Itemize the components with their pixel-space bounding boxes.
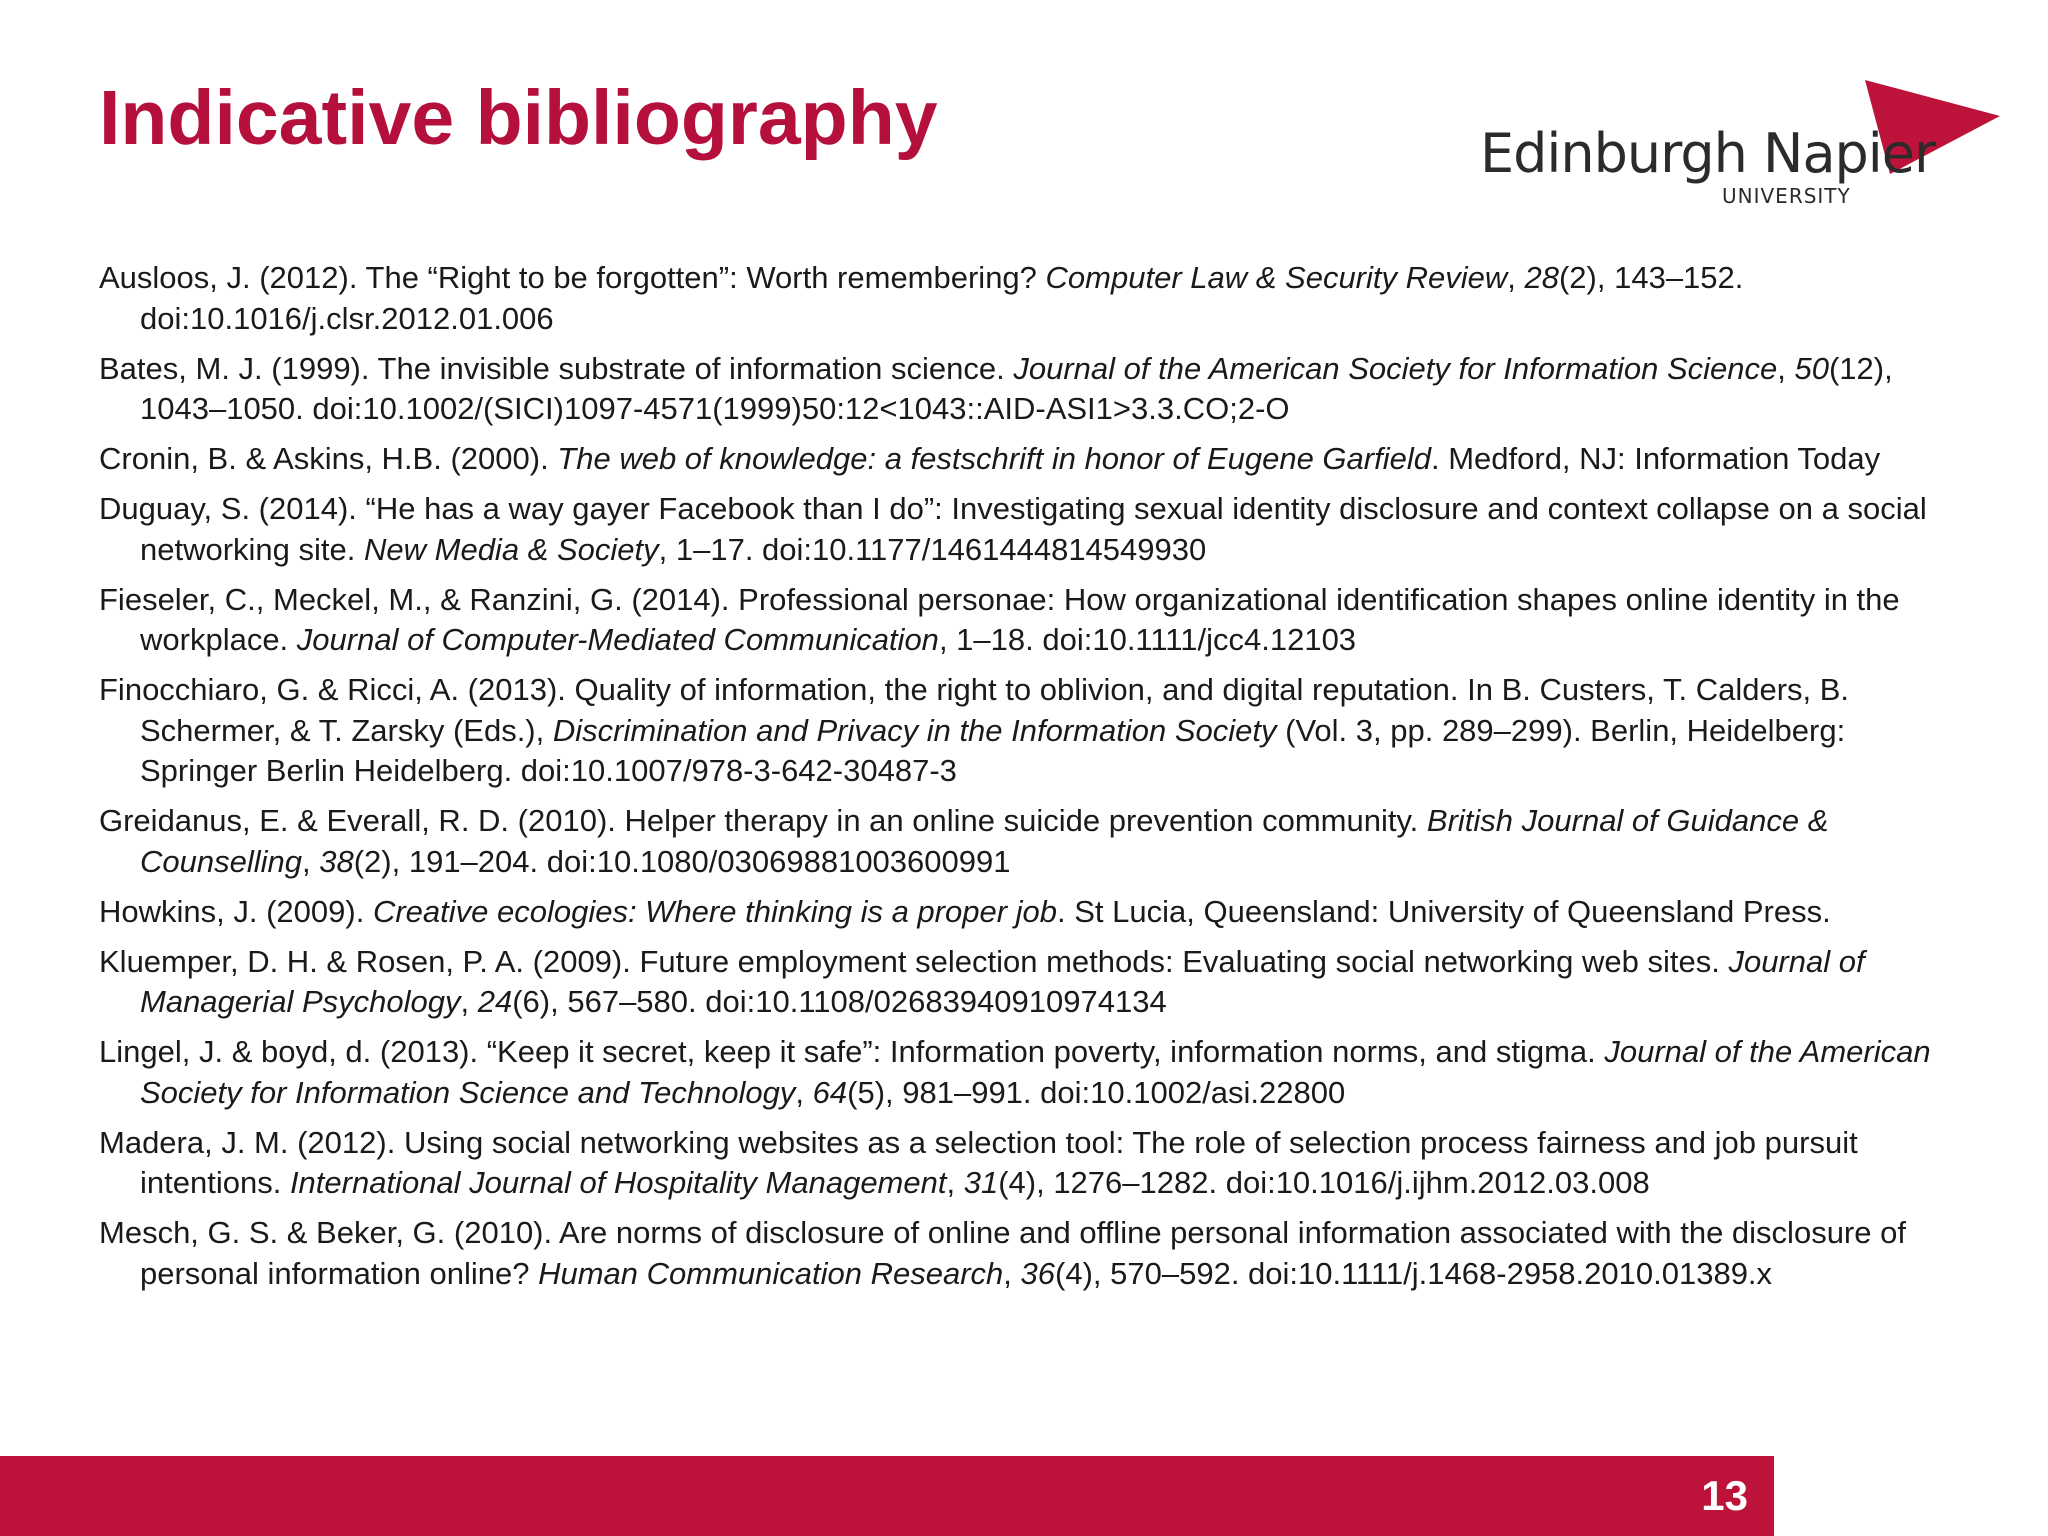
bibliography-entry <box>99 670 1959 792</box>
entry-text: , <box>460 984 478 1019</box>
edinburgh-napier-logo <box>1480 74 2000 214</box>
entry-italic-text: Creative ecologies: Where thinking is a proper job <box>372 893 1058 929</box>
entry-text: (4), 1276–1282. doi:10.1016/j.ijhm.2012.03.008 <box>998 1165 1650 1200</box>
logo-wordmark: Edinburgh Napier <box>1480 122 1936 185</box>
bibliography-entry <box>99 1123 1959 1204</box>
bibliography-entry <box>99 489 1959 570</box>
entry-text: , <box>1507 260 1525 295</box>
entry-text: Lingel, J. & boyd, d. (2013). “Keep it secret, keep it safe”: Information poverty, information norms, and stigma. <box>99 1034 1605 1069</box>
entry-italic-text: British Journal of Guidance & Counselling <box>140 803 1829 879</box>
logo-subtitle: UNIVERSITY <box>1722 184 1851 208</box>
footer-bar <box>0 1456 1774 1536</box>
entry-italic-text: 24 <box>477 984 513 1019</box>
entry-text: Greidanus, E. & Everall, R. D. (2010). Helper therapy in an online suicide prevention community. <box>99 803 1427 838</box>
bibliography-entry <box>99 1032 1959 1113</box>
bibliography-entry <box>99 942 1959 1023</box>
entry-italic-text: 36 <box>1020 1255 1056 1291</box>
entry-italic-text: International Journal of Hospitality Management <box>289 1165 947 1200</box>
entry-text: Finocchiaro, G. & Ricci, A. (2013). Quality of information, the right to oblivion, and digital reputation. In B. Custers, T. Calders, B. Schermer, & T. Zarsky (Eds.), <box>99 672 1850 748</box>
entry-italic-text: 64 <box>812 1074 848 1110</box>
entry-text: (5), 981–991. doi:10.1002/asi.22800 <box>847 1074 1346 1110</box>
bibliography-list <box>99 258 1959 1304</box>
bibliography-entry <box>99 258 1959 339</box>
slide-title: Indicative bibliography <box>99 75 938 161</box>
entry-text: , 1–17. doi:10.1177/1461444814549930 <box>658 531 1207 567</box>
bibliography-entry <box>99 349 1959 430</box>
entry-text: Kluemper, D. H. & Rosen, P. A. (2009). Future employment selection methods: Evaluating social networking web sites. <box>99 943 1729 979</box>
entry-text: Duguay, S. (2014). “He has a way gayer Facebook than I do”: Investigating sexual identity disclosure and context collapse on a social networking site. <box>99 491 1927 567</box>
bibliography-entry <box>99 892 1959 933</box>
entry-italic-text: Discrimination and Privacy in the Information Society <box>552 712 1277 748</box>
entry-italic-text: 38 <box>319 843 354 879</box>
entry-text: (2), 143–152. doi:10.1016/j.clsr.2012.01.006 <box>140 260 1744 336</box>
entry-text: Bates, M. J. (1999). The invisible substrate of information science. <box>99 350 1014 386</box>
entry-text: , <box>795 1074 813 1110</box>
entry-text: , <box>1003 1255 1021 1291</box>
entry-italic-text: Human Communication Research <box>538 1255 1004 1291</box>
entry-text: Mesch, G. S. & Beker, G. (2010). Are norms of disclosure of online and offline personal information associated with the disclosure of personal information online? <box>99 1215 1906 1291</box>
entry-text: . St Lucia, Queensland: University of Queensland Press. <box>1057 893 1831 929</box>
entry-text: Ausloos, J. (2012). The “Right to be forgotten”: Worth remembering? <box>99 260 1046 295</box>
entry-italic-text: Journal of Computer-Mediated Communication <box>296 622 939 657</box>
bibliography-entry <box>99 580 1959 661</box>
page-number: 13 <box>1701 1472 1748 1519</box>
entry-italic-text: New Media & Society <box>364 531 659 567</box>
entry-italic-text: 31 <box>963 1165 999 1200</box>
entry-text: Howkins, J. (2009). <box>99 893 373 929</box>
bibliography-entry <box>99 1213 1959 1294</box>
entry-text: (12), 1043–1050. doi:10.1002/(SICI)1097-4571(1999)50:12<1043::AID-ASI1>3.3.CO;2-O <box>140 350 1893 426</box>
entry-italic-text: Journal of the American Society for Information Science and Technology <box>140 1034 1931 1110</box>
entry-text: (2), 191–204. doi:10.1080/03069881003600991 <box>353 843 1011 879</box>
entry-italic-text: Journal of the American Society for Information Science <box>1013 350 1778 386</box>
entry-text: Fieseler, C., Meckel, M., & Ranzini, G. (2014). Professional personae: How organizational identification shapes online identity in the workplace. <box>99 581 1900 657</box>
entry-text: , <box>946 1165 964 1200</box>
entry-text: . Medford, NJ: Information Today <box>1430 441 1881 476</box>
bibliography-entry <box>99 439 1959 480</box>
entry-italic-text: Journal of Managerial Psychology <box>140 943 1865 1019</box>
entry-text: (4), 570–592. doi:10.1111/j.1468-2958.2010.01389.x <box>1055 1255 1773 1291</box>
entry-text: Cronin, B. & Askins, H.B. (2000). <box>99 441 558 476</box>
entry-italic-text: The web of knowledge: a festschrift in honor of Eugene Garfield <box>557 441 1431 476</box>
entry-text: , <box>1777 350 1795 386</box>
entry-text: , 1–18. doi:10.1111/jcc4.12103 <box>938 622 1357 657</box>
entry-text: (Vol. 3, pp. 289–299). Berlin, Heidelberg: Springer Berlin Heidelberg. doi:10.1007/978-3-642-30487-3 <box>140 712 1846 788</box>
entry-text: (6), 567–580. doi:10.1108/02683940910974134 <box>512 984 1167 1019</box>
entry-italic-text: 50 <box>1794 350 1829 386</box>
entry-text: Madera, J. M. (2012). Using social networking websites as a selection tool: The role of selection process fairness and job pursuit intentions. <box>99 1124 1858 1200</box>
entry-italic-text: Computer Law & Security Review <box>1045 260 1508 295</box>
entry-italic-text: 28 <box>1524 260 1559 295</box>
bibliography-entry <box>99 801 1959 882</box>
entry-text: , <box>302 843 320 879</box>
